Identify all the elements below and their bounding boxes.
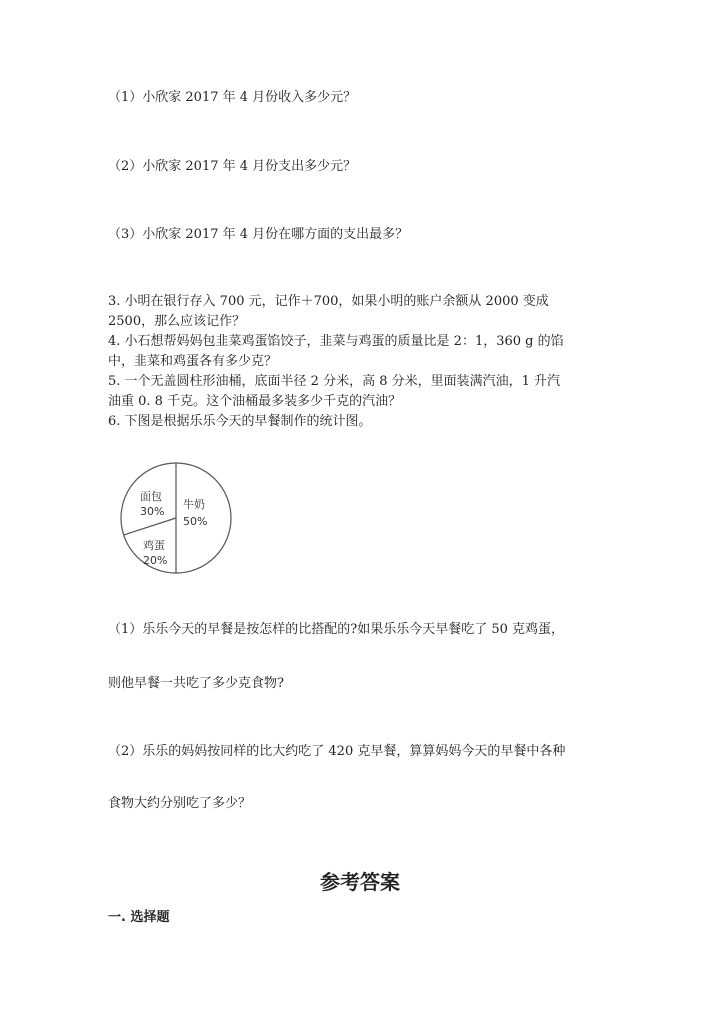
section-heading: 一. 选择题 [108, 910, 170, 925]
sub-question-2-line1: （2）乐乐的妈妈按同样的比大约吃了 420 克早餐，算算妈妈今天的早餐中各种 [108, 744, 566, 759]
question-3: （3）小欣家 2017 年 4 月份在哪方面的支出最多？ [108, 227, 409, 242]
slice-value-egg: 20% [143, 554, 168, 567]
slice-label-egg: 鸡蛋 [143, 539, 165, 552]
question-2: （2）小欣家 2017 年 4 月份支出多少元？ [108, 159, 357, 174]
problem-3-line1: 3. 小明在银行存入 700 元，记作＋700，如果小明的账户余额从 2000 变成 [108, 294, 549, 309]
problem-3-line2: 2500，那么应该记作？ [108, 314, 246, 329]
sub-question-2-line2: 食物大约分别吃了多少？ [108, 796, 252, 811]
problem-5-line2: 油重 0. 8 千克。这个油桶最多装多少千克的汽油？ [108, 394, 402, 409]
breakfast-pie-chart [115, 462, 245, 592]
slice-label-bread: 面包 [140, 490, 162, 503]
slice-value-bread: 30% [140, 505, 165, 518]
problem-4-line2: 中，韭菜和鸡蛋各有多少克？ [108, 354, 278, 369]
problem-6-line1: 6. 下图是根据乐乐今天的早餐制作的统计图。 [108, 414, 372, 429]
answer-title: 参考答案 [320, 870, 400, 894]
sub-question-1-line1: （1）乐乐今天的早餐是按怎样的比搭配的?如果乐乐今天早餐吃了 50 克鸡蛋， [108, 622, 565, 637]
slice-value-milk: 50% [183, 515, 208, 528]
slice-label-milk: 牛奶 [183, 498, 205, 511]
question-1: （1）小欣家 2017 年 4 月份收入多少元？ [108, 90, 357, 105]
problem-5-line1: 5. 一个无盖圆柱形油桶，底面半径 2 分米，高 8 分米，里面装满汽油，1 升汽 [108, 374, 561, 389]
problem-4-line1: 4. 小石想帮妈妈包韭菜鸡蛋馅饺子，韭菜与鸡蛋的质量比是 2：1，360 g 的馅 [108, 334, 564, 349]
sub-question-1-line2: 则他早餐一共吃了多少克食物? [108, 676, 284, 691]
